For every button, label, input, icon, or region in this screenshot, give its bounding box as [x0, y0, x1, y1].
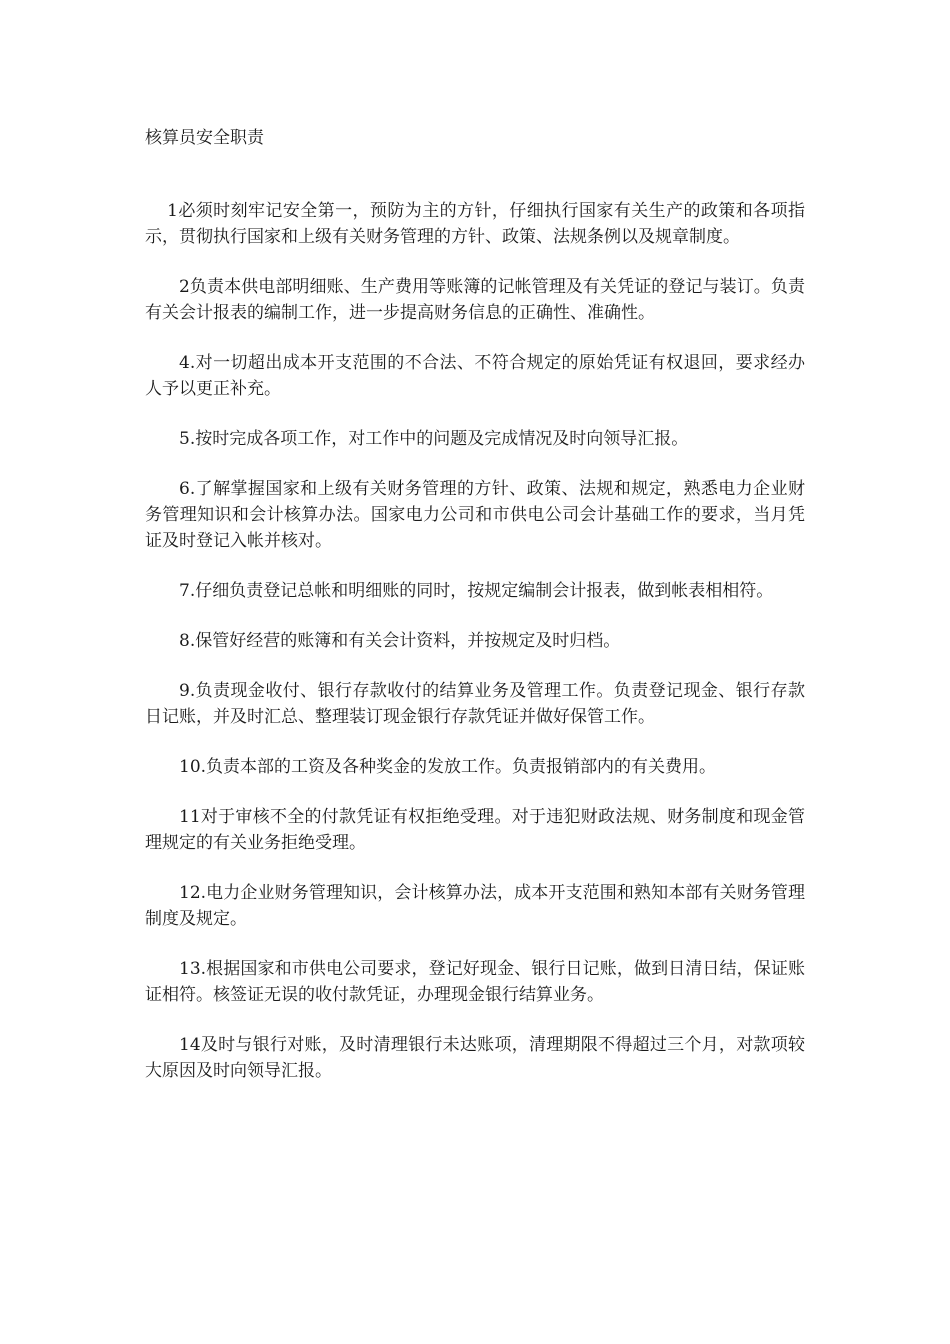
document-body	[145, 198, 805, 1108]
paragraph-4: 4.对一切超出成本开支范围的不合法、不符合规定的原始凭证有权退回，要求经办人予以更正补充。	[145, 353, 805, 399]
paragraph-8: 8.保管好经营的账簿和有关会计资料，并按规定及时归档。	[179, 631, 621, 651]
paragraph-10: 10.负责本部的工资及各种奖金的发放工作。负责报销部内的有关费用。	[179, 757, 717, 777]
paragraph-12: 12.电力企业财务管理知识，会计核算办法，成本开支范围和熟知本部有关财务管理制度及规定。	[145, 883, 805, 929]
paragraph-13: 13.根据国家和市供电公司要求，登记好现金、银行日记账，做到日清日结，保证账证相符。核签证无误的收付款凭证，办理现金银行结算业务。	[145, 959, 805, 1005]
paragraph-2: 2负责本供电部明细账、生产费用等账簿的记帐管理及有关凭证的登记与装订。负责有关会计报表的编制工作，进一步提高财务信息的正确性、准确性。	[145, 277, 805, 323]
paragraph-1: 1必须时刻牢记安全第一，预防为主的方针，仔细执行国家有关生产的政策和各项指示，贯彻执行国家和上级有关财务管理的方针、政策、法规条例以及规章制度。	[145, 201, 805, 247]
paragraph-6: 6.了解掌握国家和上级有关财务管理的方针、政策、法规和规定，熟悉电力企业财务管理知识和会计核算办法。国家电力公司和市供电公司会计基础工作的要求，当月凭证及时登记入帐并核对。	[145, 479, 805, 551]
paragraph-7: 7.仔细负责登记总帐和明细账的同时，按规定编制会计报表，做到帐表相相符。	[179, 581, 774, 601]
paragraph-14: 14及时与银行对账，及时清理银行未达账项，清理期限不得超过三个月，对款项较大原因及时向领导汇报。	[145, 1035, 805, 1081]
document-title: 核算员安全职责	[145, 128, 264, 148]
paragraph-9: 9.负责现金收付、银行存款收付的结算业务及管理工作。负责登记现金、银行存款日记账，并及时汇总、整理装订现金银行存款凭证并做好保管工作。	[145, 681, 805, 727]
paragraph-5: 5.按时完成各项工作，对工作中的问题及完成情况及时向领导汇报。	[179, 429, 689, 449]
paragraph-11: 11对于审核不全的付款凭证有权拒绝受理。对于违犯财政法规、财务制度和现金管理规定的有关业务拒绝受理。	[145, 807, 805, 853]
